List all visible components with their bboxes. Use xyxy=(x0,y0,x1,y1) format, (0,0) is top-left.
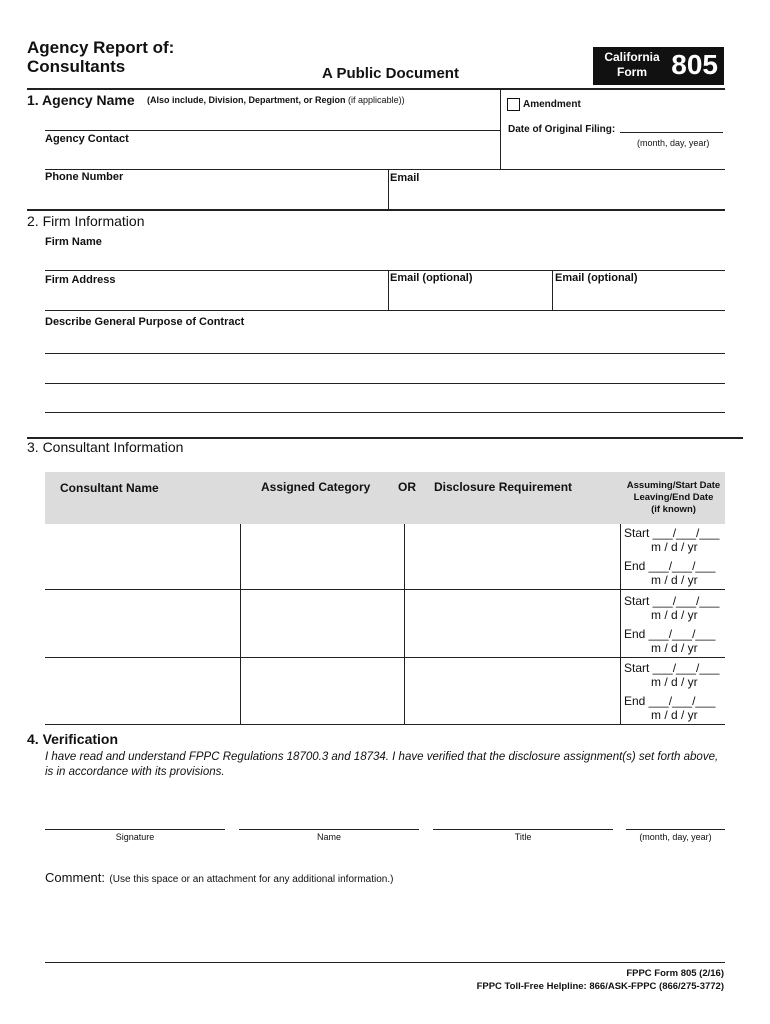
email-optional-1-label: Email (optional) xyxy=(390,272,473,284)
public-document-label: A Public Document xyxy=(322,65,459,82)
helpline: FPPC Toll-Free Helpline: 866/ASK-FPPC (866/275-3772) xyxy=(476,981,724,992)
row2-start-mdy: m / d / yr xyxy=(651,608,698,622)
firm-address-divider1 xyxy=(388,270,389,310)
section4-heading: 4. Verification xyxy=(27,731,119,747)
header-divider xyxy=(27,88,725,90)
form-title-line2: Consultants xyxy=(27,57,126,76)
section1-vertical-divider xyxy=(500,90,501,170)
firm-address-label: Firm Address xyxy=(45,274,116,286)
title-label: Title xyxy=(514,832,532,842)
row1-start-mdy: m / d / yr xyxy=(651,540,698,554)
title-line[interactable] xyxy=(433,829,613,830)
row2-end[interactable]: End ___/___/___ xyxy=(624,627,716,641)
section1-heading-text: 1. Agency Name xyxy=(27,92,135,108)
table-vline-1 xyxy=(240,524,241,724)
date-original-filing-line[interactable] xyxy=(620,132,723,133)
form-id: FPPC Form 805 (2/16) xyxy=(626,968,724,979)
verification-statement: I have read and understand FPPC Regulations 18700.3 and 18734. I have verified that the disclosure assignment(s) set forth above, is in accordance with its provisions. xyxy=(45,751,719,778)
email-optional-2-label: Email (optional) xyxy=(555,272,638,284)
agency-contact-line[interactable] xyxy=(45,169,725,170)
section1-bottom-rule xyxy=(27,209,725,211)
sig-date-line[interactable] xyxy=(626,829,725,830)
col-consultant-name: Consultant Name xyxy=(60,481,159,495)
firm-name-label: Firm Name xyxy=(45,236,102,248)
row3-end[interactable]: End ___/___/___ xyxy=(624,694,716,708)
form-title-line1: Agency Report of: xyxy=(27,38,175,57)
col-or: OR xyxy=(398,480,416,494)
section2-heading: 2. Firm Information xyxy=(27,213,145,229)
comment-label: Comment: xyxy=(45,870,105,885)
table-bottom-line xyxy=(45,724,725,725)
section3-heading: 3. Consultant Information xyxy=(27,439,184,455)
name-label: Name xyxy=(316,832,341,842)
row3-start[interactable]: Start ___/___/___ xyxy=(624,661,720,675)
date-filing-hint: (month, day, year) xyxy=(637,138,710,148)
row3-start-mdy: m / d / yr xyxy=(651,675,698,689)
table-row-divider-2 xyxy=(45,657,725,658)
purpose-line-2[interactable] xyxy=(45,383,725,384)
agency-name-note xyxy=(147,95,405,105)
row3-end-mdy: m / d / yr xyxy=(651,708,698,722)
phone-number-label: Phone Number xyxy=(45,171,124,183)
row2-end-mdy: m / d / yr xyxy=(651,641,698,655)
col-disclosure-requirement: Disclosure Requirement xyxy=(434,480,573,494)
firm-name-line[interactable] xyxy=(45,270,725,271)
purpose-line-1[interactable] xyxy=(45,353,725,354)
agency-name-line[interactable] xyxy=(45,130,500,131)
amendment-checkbox[interactable] xyxy=(507,98,520,111)
signature-label: Signature xyxy=(115,832,155,842)
badge-number: 805 xyxy=(671,49,718,80)
badge-california: California xyxy=(604,50,660,64)
firm-address-divider2 xyxy=(552,270,553,310)
col-dates xyxy=(616,480,731,516)
col-assigned-category: Assigned Category xyxy=(261,480,371,494)
table-vline-3 xyxy=(620,524,621,724)
agency-name-note-bold: (Also include, Division, Department, or Region xyxy=(147,95,346,105)
row1-end-mdy: m / d / yr xyxy=(651,573,698,587)
badge-form: Form xyxy=(617,65,647,79)
agency-name-note-plain: (if applicable)) xyxy=(348,95,405,105)
table-row-divider-1 xyxy=(45,589,725,590)
phone-email-divider xyxy=(388,169,389,209)
email-label: Email xyxy=(390,172,420,184)
agency-contact-label: Agency Contact xyxy=(45,133,129,145)
section1-heading xyxy=(27,92,135,108)
comment-row xyxy=(45,869,393,887)
purpose-line-3[interactable] xyxy=(45,412,725,413)
sig-date-label: (month, day, year) xyxy=(639,832,712,842)
signature-line[interactable] xyxy=(45,829,225,830)
col-dates-line2: Leaving/End Date xyxy=(633,492,714,503)
form-number-badge xyxy=(593,47,724,85)
amendment-label: Amendment xyxy=(523,99,581,110)
firm-address-line[interactable] xyxy=(45,310,725,311)
comment-note: (Use this space or an attachment for any additional information.) xyxy=(109,874,394,885)
row1-start[interactable]: Start ___/___/___ xyxy=(624,526,720,540)
row2-start[interactable]: Start ___/___/___ xyxy=(624,594,720,608)
col-dates-line1: Assuming/Start Date xyxy=(626,480,721,491)
col-dates-line3: (if known) xyxy=(651,504,696,515)
comment-line[interactable] xyxy=(45,962,725,963)
purpose-label: Describe General Purpose of Contract xyxy=(45,316,245,328)
table-vline-2 xyxy=(404,524,405,724)
name-line[interactable] xyxy=(239,829,419,830)
date-original-filing-label: Date of Original Filing: xyxy=(508,124,616,135)
row1-end[interactable]: End ___/___/___ xyxy=(624,559,716,573)
